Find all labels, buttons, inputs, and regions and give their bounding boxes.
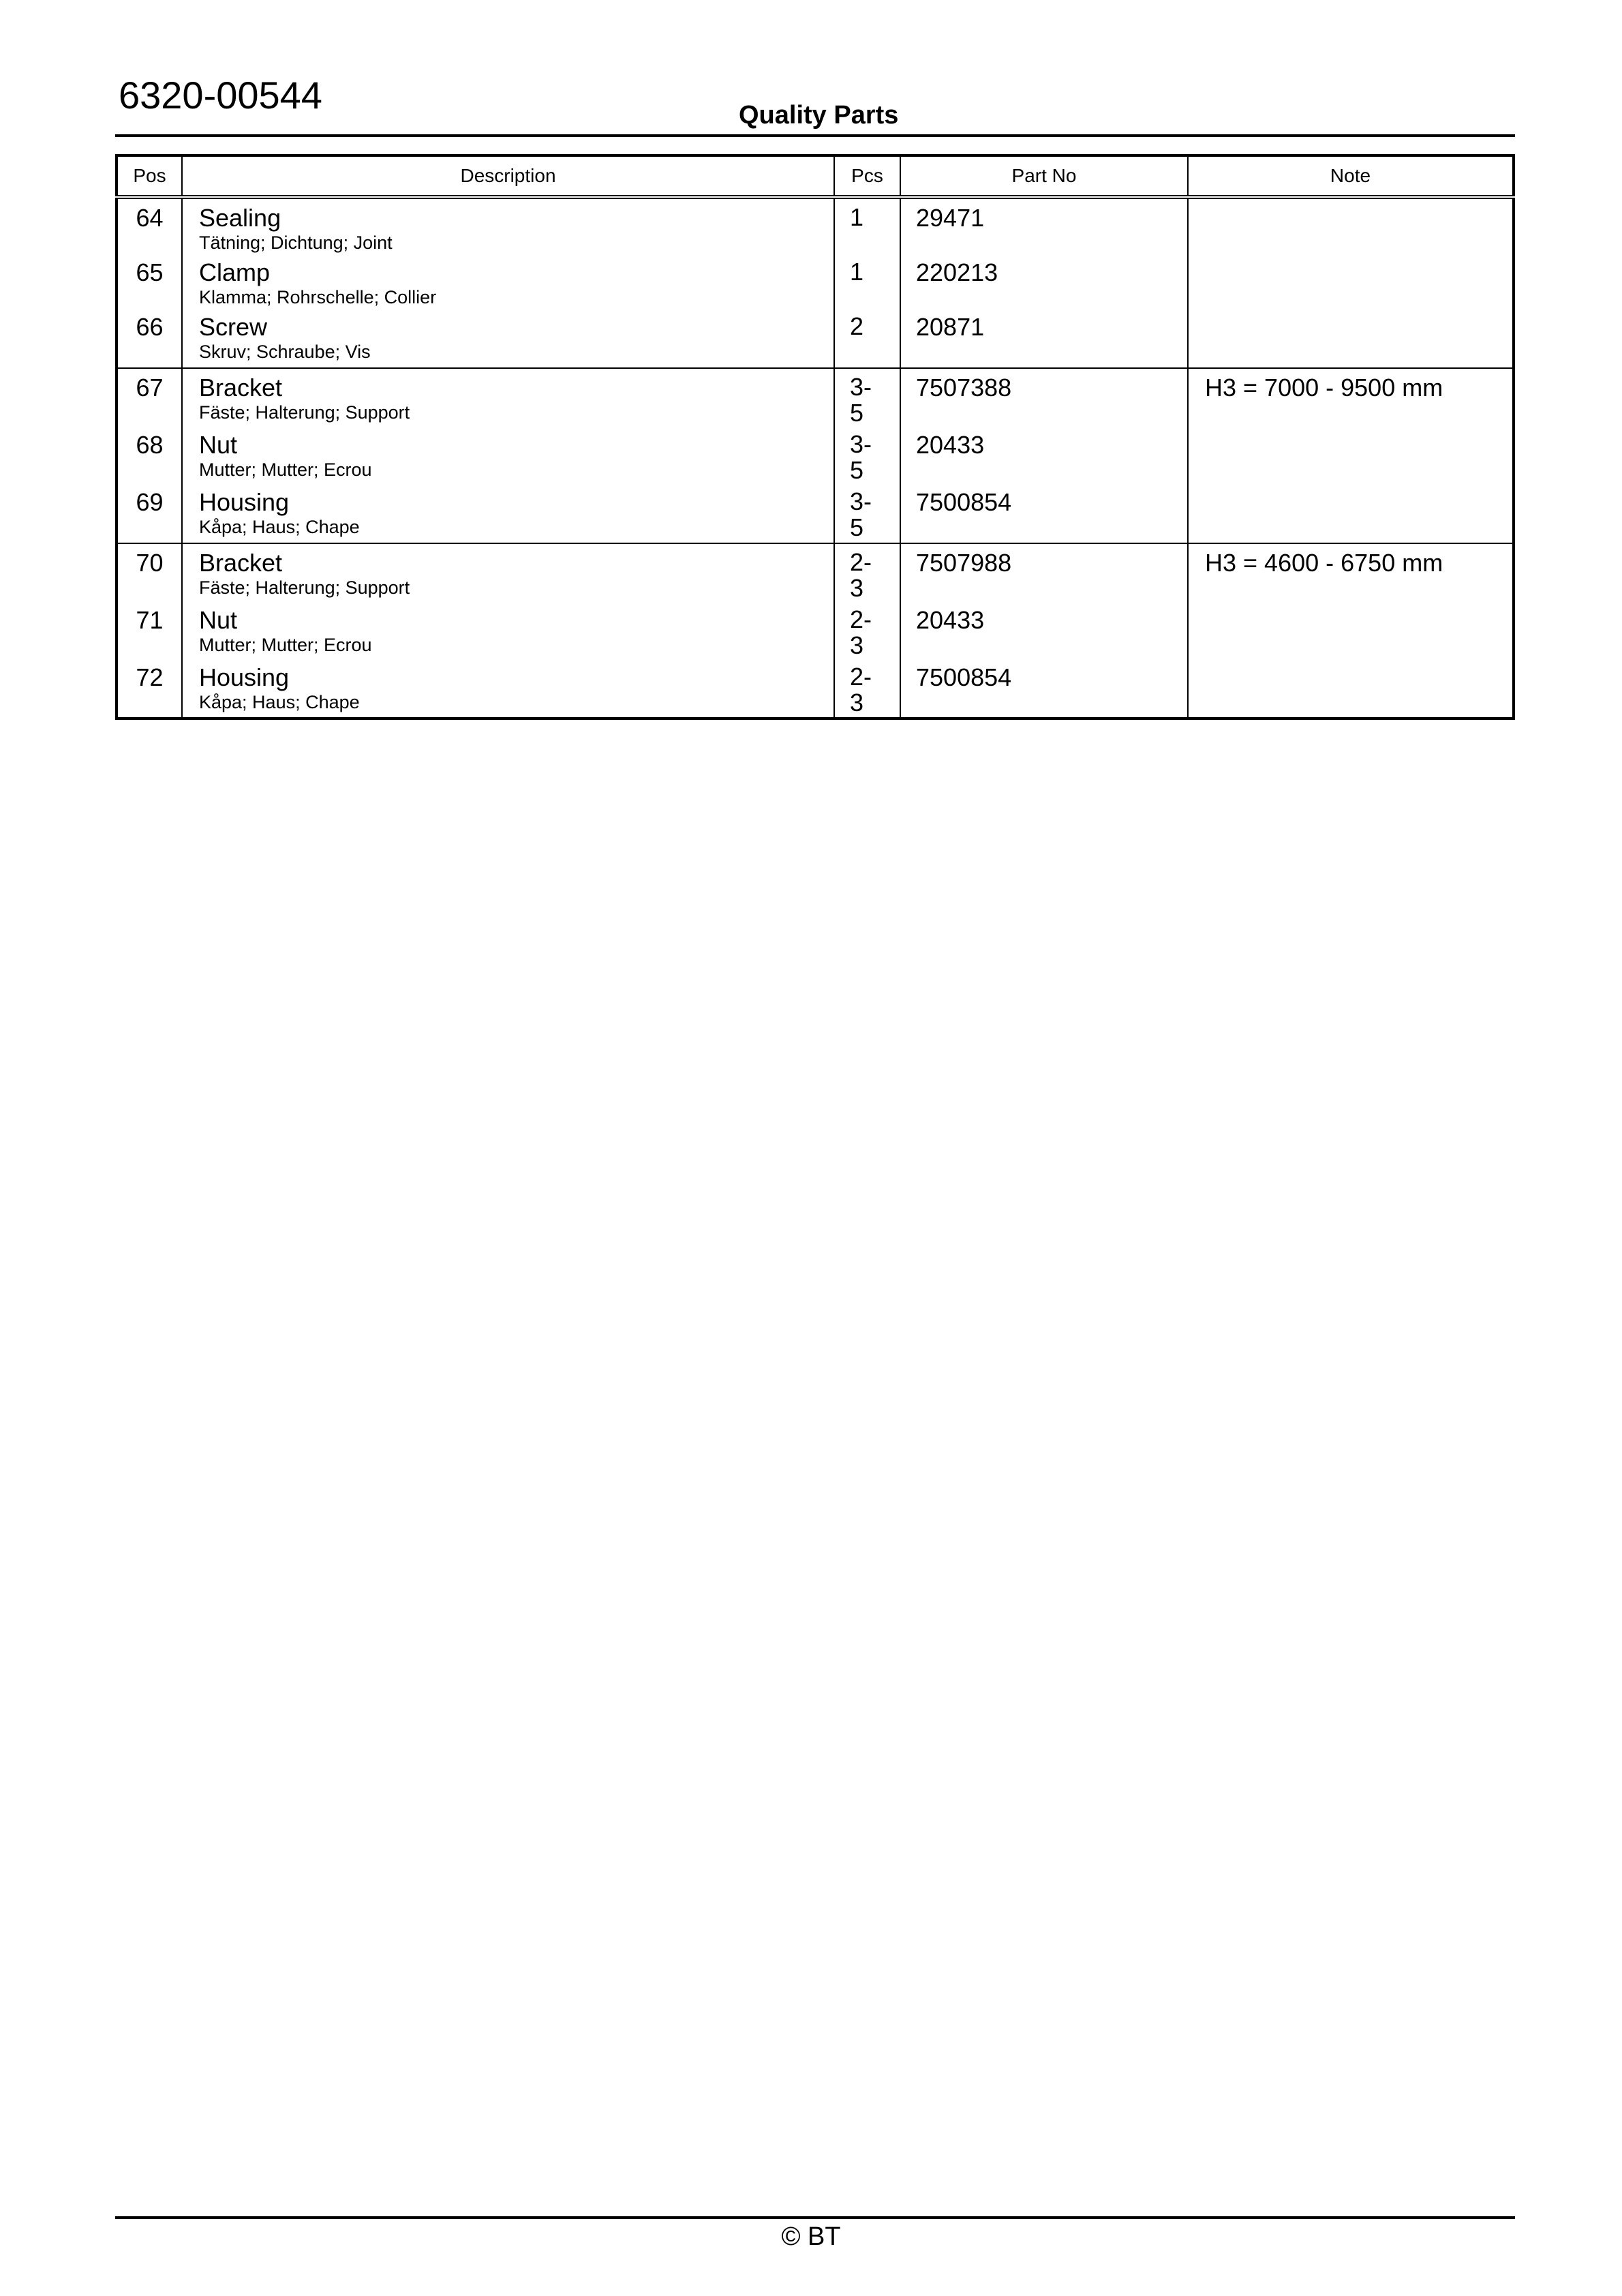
parts-table-body — [117, 197, 1514, 719]
description-cell — [182, 426, 834, 483]
part-number-cell: 29471 — [900, 197, 1188, 254]
part-name-translations: Klamma; Rohrschelle; Collier — [199, 287, 437, 307]
description-cell — [182, 659, 834, 719]
part-number-cell: 220213 — [900, 254, 1188, 308]
part-name: Nut — [199, 606, 238, 634]
column-header-note: Note — [1188, 155, 1514, 197]
note-cell — [1188, 308, 1514, 368]
pos-cell: 67 — [117, 368, 182, 426]
note-cell — [1188, 426, 1514, 483]
note-cell — [1188, 197, 1514, 254]
pcs-cell: 2 — [834, 308, 900, 368]
page-title: Quality Parts — [739, 101, 899, 130]
pcs-cell: 1 — [834, 254, 900, 308]
note-cell — [1188, 601, 1514, 659]
table-row — [117, 308, 1514, 368]
part-number-cell: 20433 — [900, 601, 1188, 659]
footer-divider — [115, 2216, 1515, 2219]
table-row — [117, 426, 1514, 483]
part-number-cell: 7507388 — [900, 368, 1188, 426]
pcs-cell: 2- 3 — [834, 543, 900, 601]
copyright-footer: © BT — [781, 2222, 841, 2251]
description-cell — [182, 483, 834, 543]
part-name-translations: Mutter; Mutter; Ecrou — [199, 635, 372, 655]
part-name: Sealing — [199, 204, 281, 232]
description-cell — [182, 254, 834, 308]
part-number-cell: 20433 — [900, 426, 1188, 483]
pos-cell: 65 — [117, 254, 182, 308]
note-cell — [1188, 483, 1514, 543]
part-name-translations: Tätning; Dichtung; Joint — [199, 232, 393, 253]
part-name: Housing — [199, 663, 290, 691]
description-cell — [182, 308, 834, 368]
part-name: Clamp — [199, 258, 271, 286]
note-cell: H3 = 4600 - 6750 mm — [1188, 543, 1514, 601]
table-row — [117, 368, 1514, 426]
part-name-translations: Skruv; Schraube; Vis — [199, 342, 371, 362]
pcs-cell: 2- 3 — [834, 601, 900, 659]
pos-cell: 68 — [117, 426, 182, 483]
part-name-translations: Kåpa; Haus; Chape — [199, 692, 360, 712]
table-row — [117, 483, 1514, 543]
description-cell — [182, 601, 834, 659]
pcs-cell: 3- 5 — [834, 483, 900, 543]
pos-cell: 66 — [117, 308, 182, 368]
table-row — [117, 601, 1514, 659]
column-header-pos: Pos — [117, 155, 182, 197]
part-number-cell: 7507988 — [900, 543, 1188, 601]
pos-cell: 70 — [117, 543, 182, 601]
part-name-translations: Kåpa; Haus; Chape — [199, 517, 360, 537]
description-cell — [182, 543, 834, 601]
column-header-part-no: Part No — [900, 155, 1188, 197]
pos-cell: 72 — [117, 659, 182, 719]
table-row — [117, 659, 1514, 719]
parts-table — [115, 154, 1515, 720]
part-number-cell: 7500854 — [900, 659, 1188, 719]
part-name: Bracket — [199, 549, 283, 577]
note-cell — [1188, 254, 1514, 308]
table-row — [117, 543, 1514, 601]
part-name: Screw — [199, 313, 268, 341]
note-cell: H3 = 7000 - 9500 mm — [1188, 368, 1514, 426]
column-header-pcs: Pcs — [834, 155, 900, 197]
part-number-cell: 20871 — [900, 308, 1188, 368]
pos-cell: 64 — [117, 197, 182, 254]
part-name: Bracket — [199, 374, 283, 402]
description-cell — [182, 197, 834, 254]
part-name-translations: Mutter; Mutter; Ecrou — [199, 459, 372, 480]
part-number-cell: 7500854 — [900, 483, 1188, 543]
pos-cell: 69 — [117, 483, 182, 543]
pcs-cell: 3- 5 — [834, 426, 900, 483]
table-row — [117, 197, 1514, 254]
part-name: Housing — [199, 488, 290, 516]
note-cell — [1188, 659, 1514, 719]
column-header-description: Description — [182, 155, 834, 197]
part-name-translations: Fäste; Halterung; Support — [199, 577, 410, 598]
header-divider — [115, 134, 1515, 137]
pos-cell: 71 — [117, 601, 182, 659]
table-row — [117, 254, 1514, 308]
pcs-cell: 2- 3 — [834, 659, 900, 719]
table-header-row — [117, 155, 1514, 197]
pcs-cell: 3- 5 — [834, 368, 900, 426]
document-number: 6320-00544 — [119, 74, 322, 117]
pcs-cell: 1 — [834, 197, 900, 254]
part-name-translations: Fäste; Halterung; Support — [199, 402, 410, 423]
description-cell — [182, 368, 834, 426]
part-name: Nut — [199, 431, 238, 459]
